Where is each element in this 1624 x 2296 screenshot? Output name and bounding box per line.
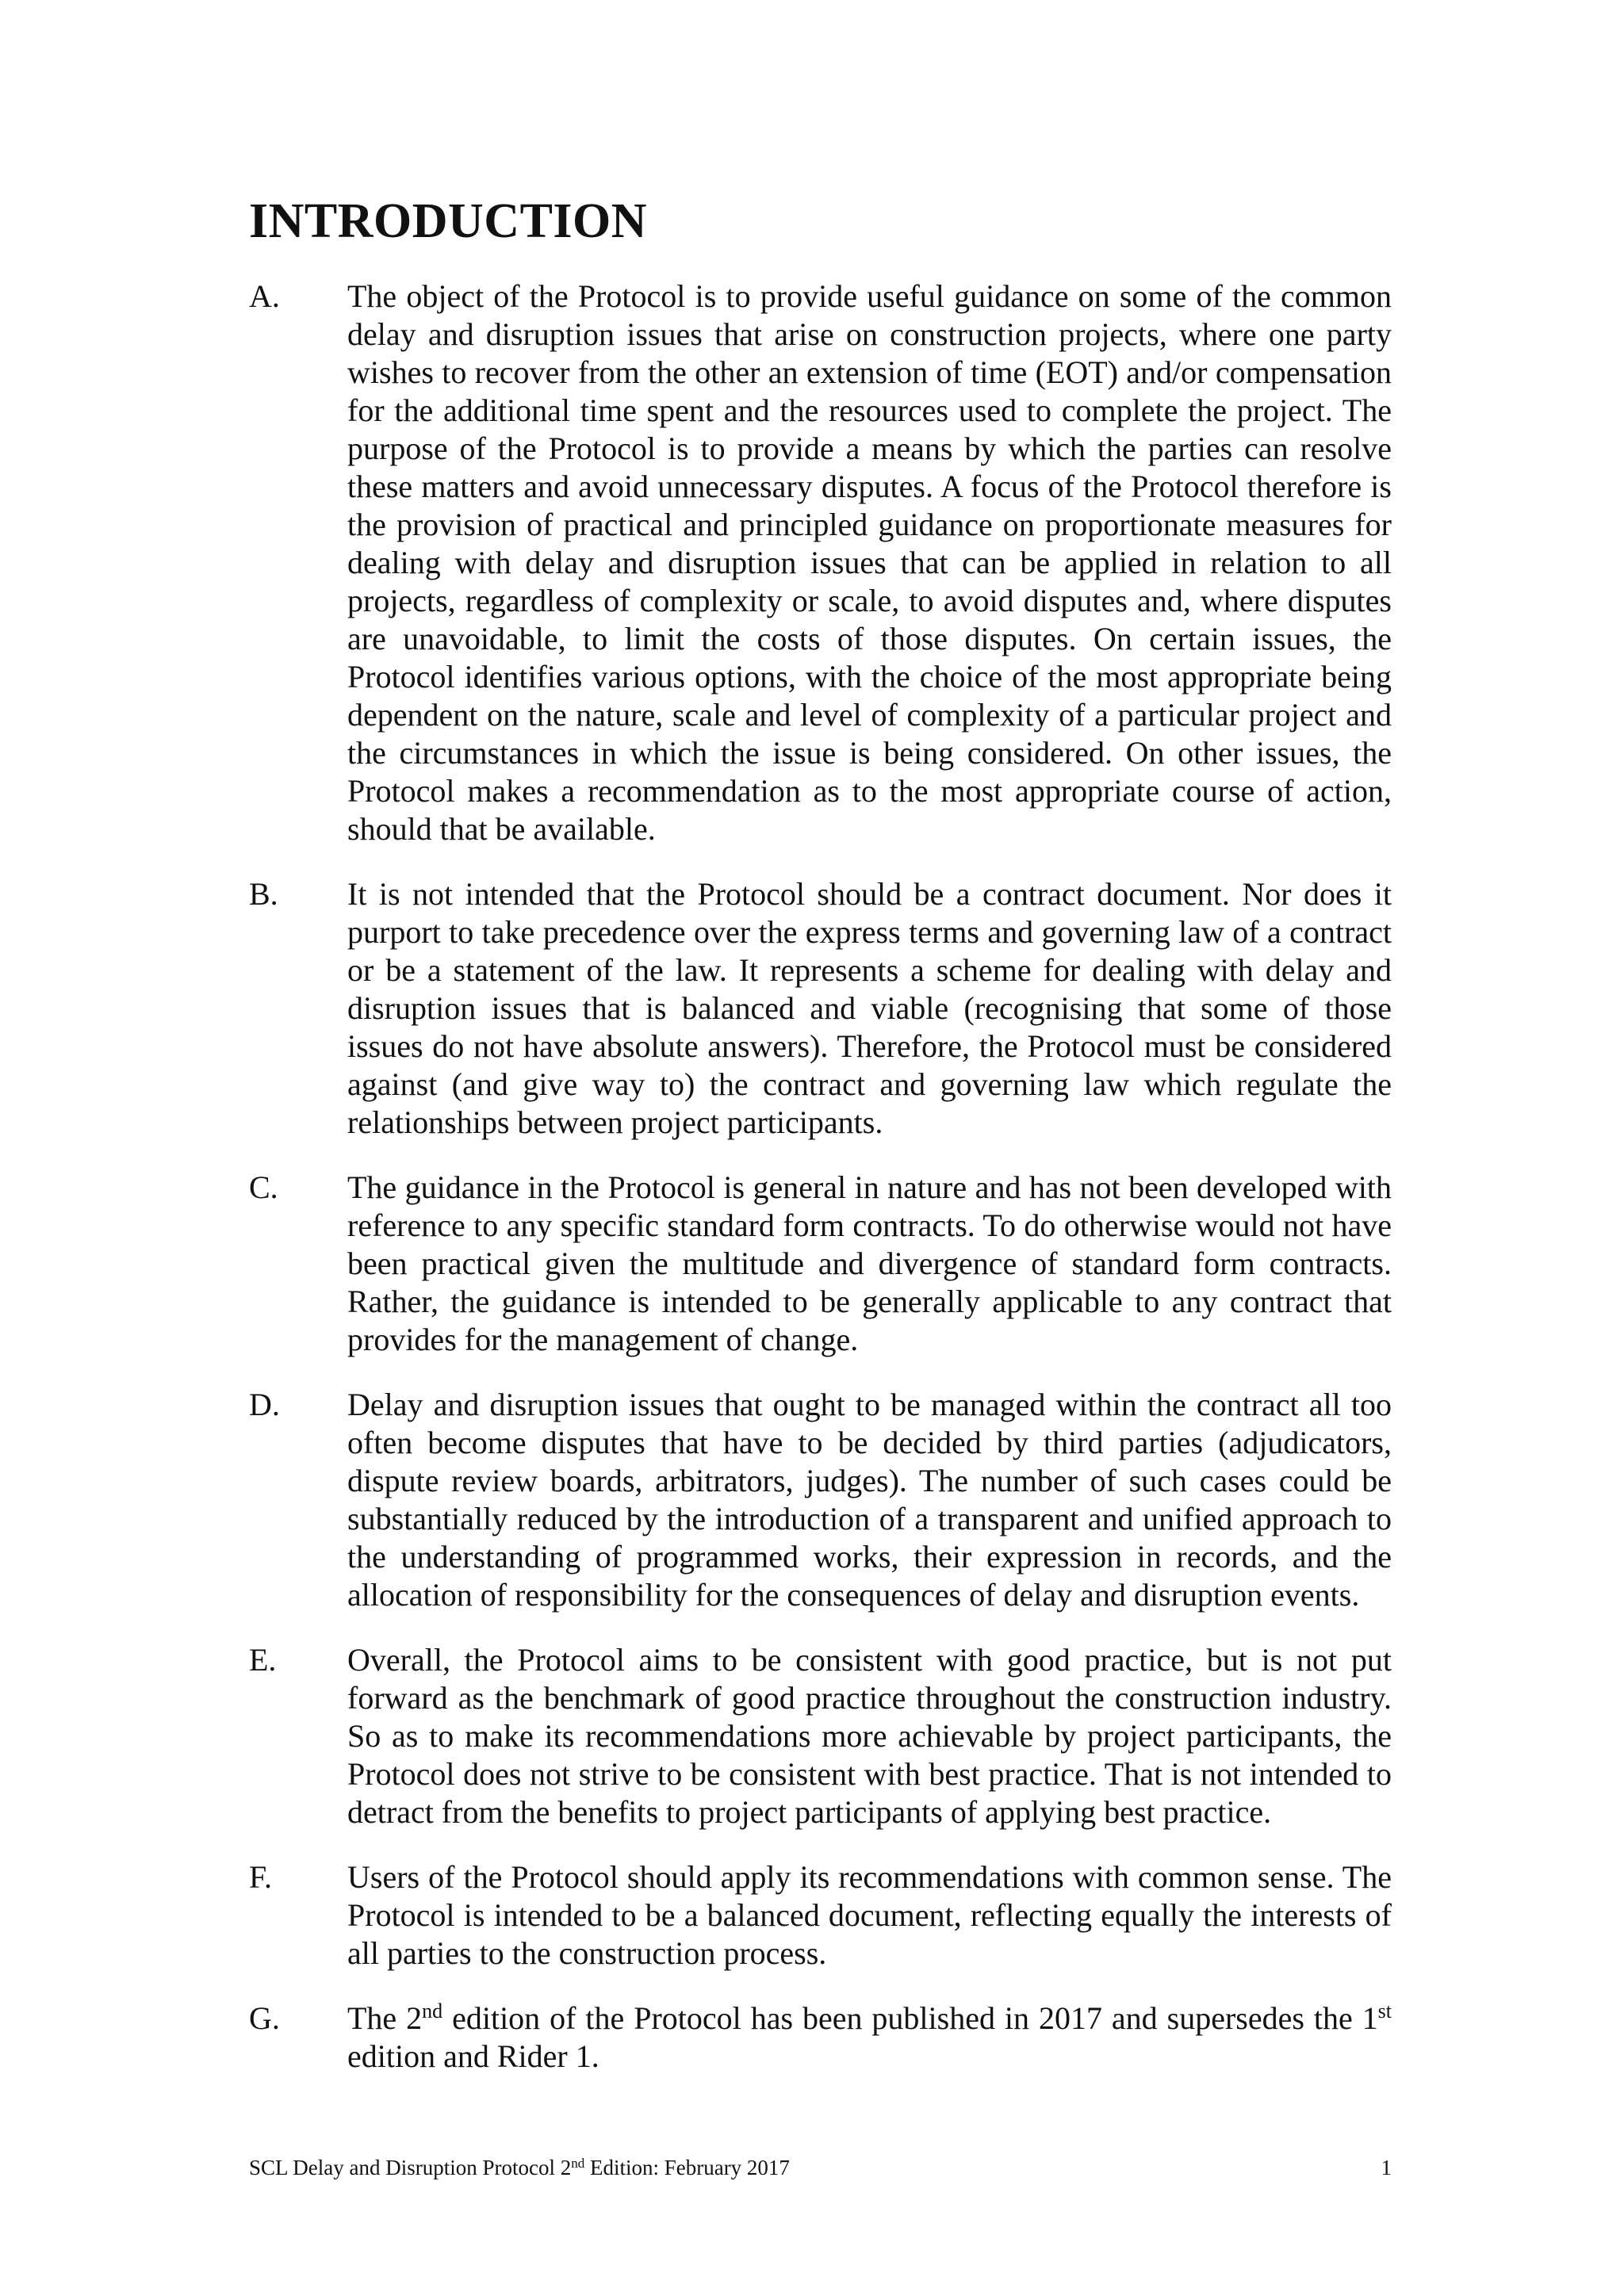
list-item-a xyxy=(249,277,1392,848)
item-text: Overall, the Protocol aims to be consistent with good practice, but is not put forward as the benchmark of good practice throughout the construction industry. So as to make its recommendations more achievable by project participants, the Protocol does not strive to be consistent with best practice. That is not intended to detract from the benefits to project participants of applying best practice. xyxy=(347,1642,1392,1830)
item-letter: D. xyxy=(249,1387,280,1422)
list-item-d xyxy=(249,1386,1392,1614)
ordinal-superscript: nd xyxy=(422,1999,443,2022)
page-number: 1 xyxy=(1381,2156,1392,2179)
item-text: It is not intended that the Protocol should be a contract document. Nor does it purport to take precedence over the express terms and governing law of a contract or be a statement of the law. It represents a scheme for dealing with delay and disruption issues that is balanced and viable (recognising that some of those issues do not have absolute answers). Therefore, the Protocol must be considered against (and give way to) the contract and governing law which regulate the relationships between project participants. xyxy=(347,876,1392,1140)
list-item-e xyxy=(249,1641,1392,1831)
item-text xyxy=(347,1999,1392,2076)
list-item-c xyxy=(249,1169,1392,1359)
item-letter: G. xyxy=(249,2000,280,2036)
item-letter: B. xyxy=(249,876,278,912)
item-text: Delay and disruption issues that ought to be managed within the contract all too often become disputes that have to be decided by third parties (adjudicators, dispute review boards, arbitrators, judges). The number of such cases could be substantially reduced by the introduction of a transparent and unified approach to the understanding of programmed works, their expression in records, and the allocation of responsibility for the consequences of delay and disruption events. xyxy=(347,1387,1392,1613)
item-letter: E. xyxy=(249,1642,277,1678)
item-text-part: edition of the Protocol has been published in 2017 and supersedes the 1 xyxy=(442,2000,1378,2036)
item-text-part: The 2 xyxy=(347,2000,423,2036)
item-text: Users of the Protocol should apply its recommendations with common sense. The Protocol is intended to be a balanced document, reflecting equally the interests of all parties to the construction process. xyxy=(347,1859,1392,1971)
footer-ordinal-superscript: nd xyxy=(571,2156,585,2171)
list-item-b xyxy=(249,875,1392,1142)
item-text: The object of the Protocol is to provide useful guidance on some of the common delay and disruption issues that arise on construction projects, where one party wishes to recover from the other an extension of time (EOT) and/or compensation for the additional time spent and the resources used to complete the project. The purpose of the Protocol is to provide a means by which the parties can resolve these matters and avoid unnecessary disputes. A focus of the Protocol therefore is the provision of practical and principled guidance on proportionate measures for dealing with delay and disruption issues that can be applied in relation to all projects, regardless of complexity or scale, to avoid disputes and, where disputes are unavoidable, to limit the costs of those disputes. On certain issues, the Protocol identifies various options, with the choice of the most appropriate being dependent on the nature, scale and level of complexity of a particular project and the circumstances in which the issue is being considered. On other issues, the Protocol makes a recommendation as to the most appropriate course of action, should that be available. xyxy=(347,278,1392,847)
item-letter: F. xyxy=(249,1859,273,1895)
item-letter: C. xyxy=(249,1169,278,1205)
list-item-f xyxy=(249,1858,1392,1973)
footer-title xyxy=(249,2155,790,2180)
page-title: INTRODUCTION xyxy=(249,194,648,248)
item-letter: A. xyxy=(249,278,280,314)
footer-title-part: Edition: February 2017 xyxy=(584,2156,790,2179)
introduction-list xyxy=(249,277,1392,2103)
item-text: The guidance in the Protocol is general in nature and has not been developed with reference to any specific standard form contracts. To do otherwise would not have been practical given the multitude and divergence of standard form contracts. Rather, the guidance is intended to be generally applicable to any contract that provides for the management of change. xyxy=(347,1169,1392,1357)
item-text-part: edition and Rider 1. xyxy=(347,2038,599,2074)
ordinal-superscript: st xyxy=(1377,1999,1392,2022)
page-footer xyxy=(249,2155,1392,2180)
list-item-g xyxy=(249,1999,1392,2076)
footer-title-part: SCL Delay and Disruption Protocol 2 xyxy=(249,2156,572,2179)
